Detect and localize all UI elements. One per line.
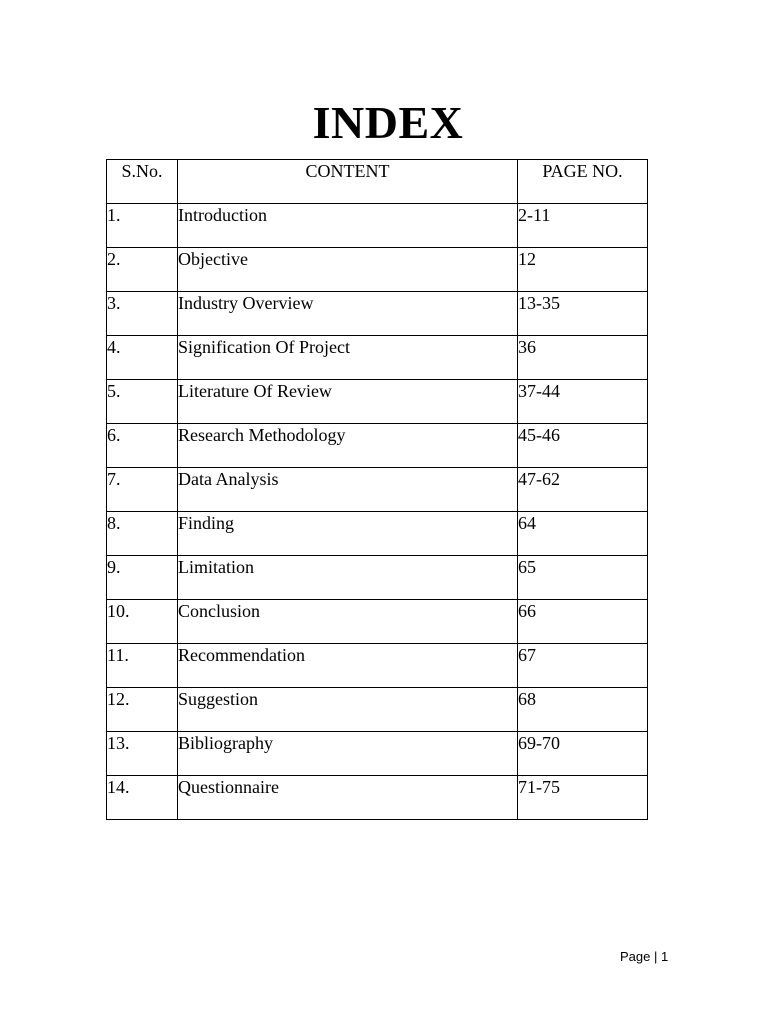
cell-content: Signification Of Project [178,336,518,380]
cell-page-no: 69-70 [518,732,648,776]
index-table [106,159,648,820]
cell-content: Finding [178,512,518,556]
cell-sno: 7. [107,468,178,512]
table-row [107,204,648,248]
column-header-page-no: PAGE NO. [518,160,648,204]
cell-page-no: 45-46 [518,424,648,468]
table-row [107,512,648,556]
cell-sno: 9. [107,556,178,600]
table-row [107,336,648,380]
table-row [107,468,648,512]
table-body [107,204,648,820]
cell-content: Introduction [178,204,518,248]
cell-content: Recommendation [178,644,518,688]
cell-sno: 4. [107,336,178,380]
cell-page-no: 71-75 [518,776,648,820]
cell-page-no: 68 [518,688,648,732]
table-row [107,776,648,820]
cell-content: Suggestion [178,688,518,732]
table-row [107,424,648,468]
cell-content: Literature Of Review [178,380,518,424]
cell-page-no: 12 [518,248,648,292]
cell-sno: 2. [107,248,178,292]
table-row [107,292,648,336]
column-header-content: CONTENT [178,160,518,204]
table-row [107,732,648,776]
cell-page-no: 37-44 [518,380,648,424]
cell-sno: 8. [107,512,178,556]
cell-content: Conclusion [178,600,518,644]
cell-sno: 12. [107,688,178,732]
cell-content: Industry Overview [178,292,518,336]
cell-content: Research Methodology [178,424,518,468]
cell-sno: 11. [107,644,178,688]
cell-page-no: 67 [518,644,648,688]
cell-sno: 14. [107,776,178,820]
page-title: INDEX [312,97,464,148]
table-row [107,600,648,644]
cell-page-no: 36 [518,336,648,380]
cell-sno: 5. [107,380,178,424]
cell-sno: 10. [107,600,178,644]
cell-sno: 3. [107,292,178,336]
table-row [107,644,648,688]
cell-content: Questionnaire [178,776,518,820]
table-row [107,248,648,292]
cell-sno: 13. [107,732,178,776]
cell-page-no: 47-62 [518,468,648,512]
cell-page-no: 64 [518,512,648,556]
table-header-row [107,160,648,204]
page-number-footer: Page | 1 [620,949,669,964]
cell-page-no: 13-35 [518,292,648,336]
cell-content: Limitation [178,556,518,600]
cell-content: Data Analysis [178,468,518,512]
table-row [107,688,648,732]
cell-content: Bibliography [178,732,518,776]
cell-page-no: 65 [518,556,648,600]
cell-content: Objective [178,248,518,292]
cell-sno: 1. [107,204,178,248]
table-row [107,556,648,600]
column-header-sno: S.No. [107,160,178,204]
cell-page-no: 66 [518,600,648,644]
cell-page-no: 2-11 [518,204,648,248]
cell-sno: 6. [107,424,178,468]
table-row [107,380,648,424]
